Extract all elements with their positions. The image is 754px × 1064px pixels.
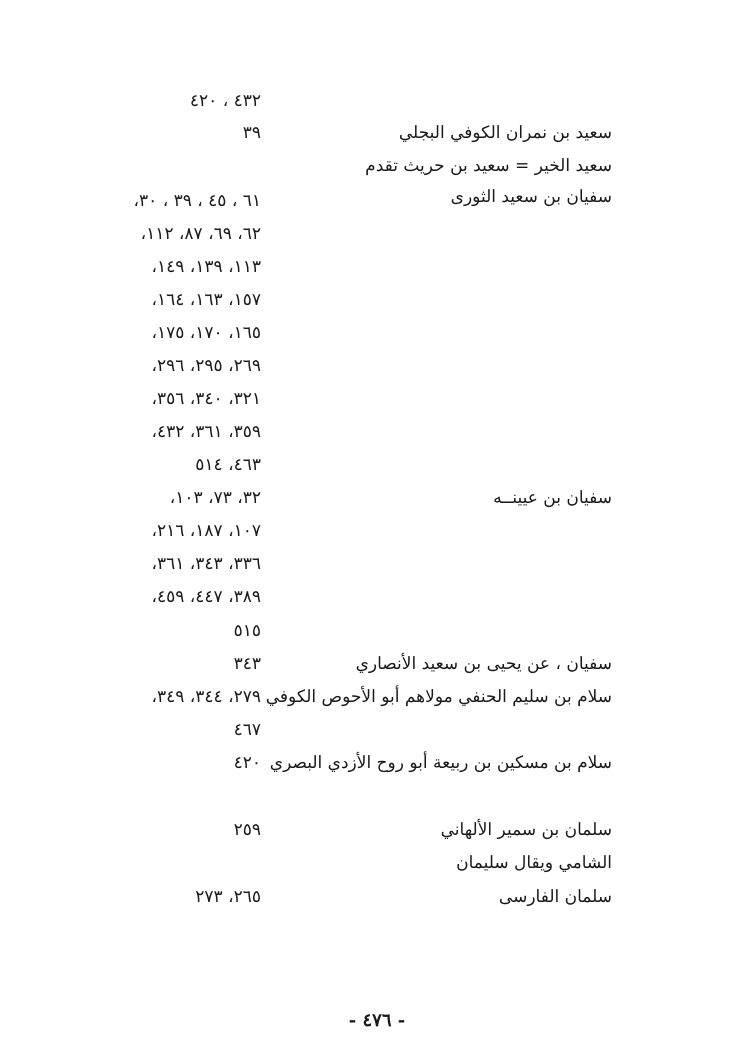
entry-name: الشامي ويقال سليمان (456, 853, 612, 873)
entry-pages: ٤٦٣، ٥١٤ (195, 455, 261, 475)
entry-name: سلام بن مسكين بن ربيعة أبو روح الأزدي البصري (269, 753, 612, 773)
entry-pages: ٢٥٩ (233, 820, 261, 840)
entry-pages: ٤٣٢ ، ٤٢٠ (189, 91, 261, 111)
entry-pages: ٤٦٧ (233, 720, 261, 740)
entry-pages: ١٦٥، ١٧٠، ١٧٥، (151, 323, 261, 343)
entry-pages: ٦٢، ٦٩، ٨٧، ١١٢، (140, 224, 261, 244)
entry-name: سلمان بن سمير الألهاني (440, 820, 612, 840)
entry-name: سفيان بن عيينــه (493, 488, 612, 508)
entry-pages: ٣٥٩، ٣٦١، ٤٣٢، (151, 422, 261, 442)
entry-pages: ٣٣٦، ٣٤٣، ٣٦١، (151, 554, 261, 574)
page-number: - ٤٧٦ - (348, 1010, 406, 1031)
entry-pages: ٦١ ، ٤٥ ، ٣٩ ، ٣٠، (133, 191, 261, 211)
entry-name: سفيان ، عن يحيى بن سعيد الأنصاري (355, 654, 612, 674)
entry-pages: ٥١٥ (233, 621, 261, 641)
entry-pages: ١١٣، ١٣٩، ١٤٩، (151, 257, 261, 277)
entry-pages: ١٠٧، ١٨٧، ٢١٦، (151, 521, 261, 541)
entry-pages: ٣٤٣ (233, 654, 261, 674)
entry-pages: ١٥٧، ١٦٣، ١٦٤، (151, 290, 261, 310)
entry-pages: ٢٦٩، ٢٩٥، ٢٩٦، (151, 356, 261, 376)
entry-name: سفيان بن سعيد الثورى (450, 187, 612, 207)
entry-name: سعيد الخير = سعيد بن حريث تقدم (365, 156, 612, 176)
entry-pages: ٢٧٩، ٣٤٤، ٣٤٩، (151, 687, 261, 707)
entry-pages: ٣٢، ٧٣، ١٠٣، (169, 488, 261, 508)
entry-name: سلام بن سليم الحنفي مولاهم أبو الأحوص الكوفي (265, 687, 612, 707)
entry-pages: ٢٦٥، ٢٧٣ (195, 887, 261, 907)
entry-name: سلمان الفارسى (498, 887, 612, 907)
entry-pages: ٣٢١، ٣٤٠، ٣٥٦، (151, 389, 261, 409)
entry-pages: ٣٨٩، ٤٤٧، ٤٥٩، (151, 587, 261, 607)
entry-pages: ٤٢٠ (233, 753, 261, 773)
entry-pages: ٣٩ (242, 123, 261, 143)
entry-name: سعيد بن نمران الكوفي البجلي (398, 123, 612, 143)
